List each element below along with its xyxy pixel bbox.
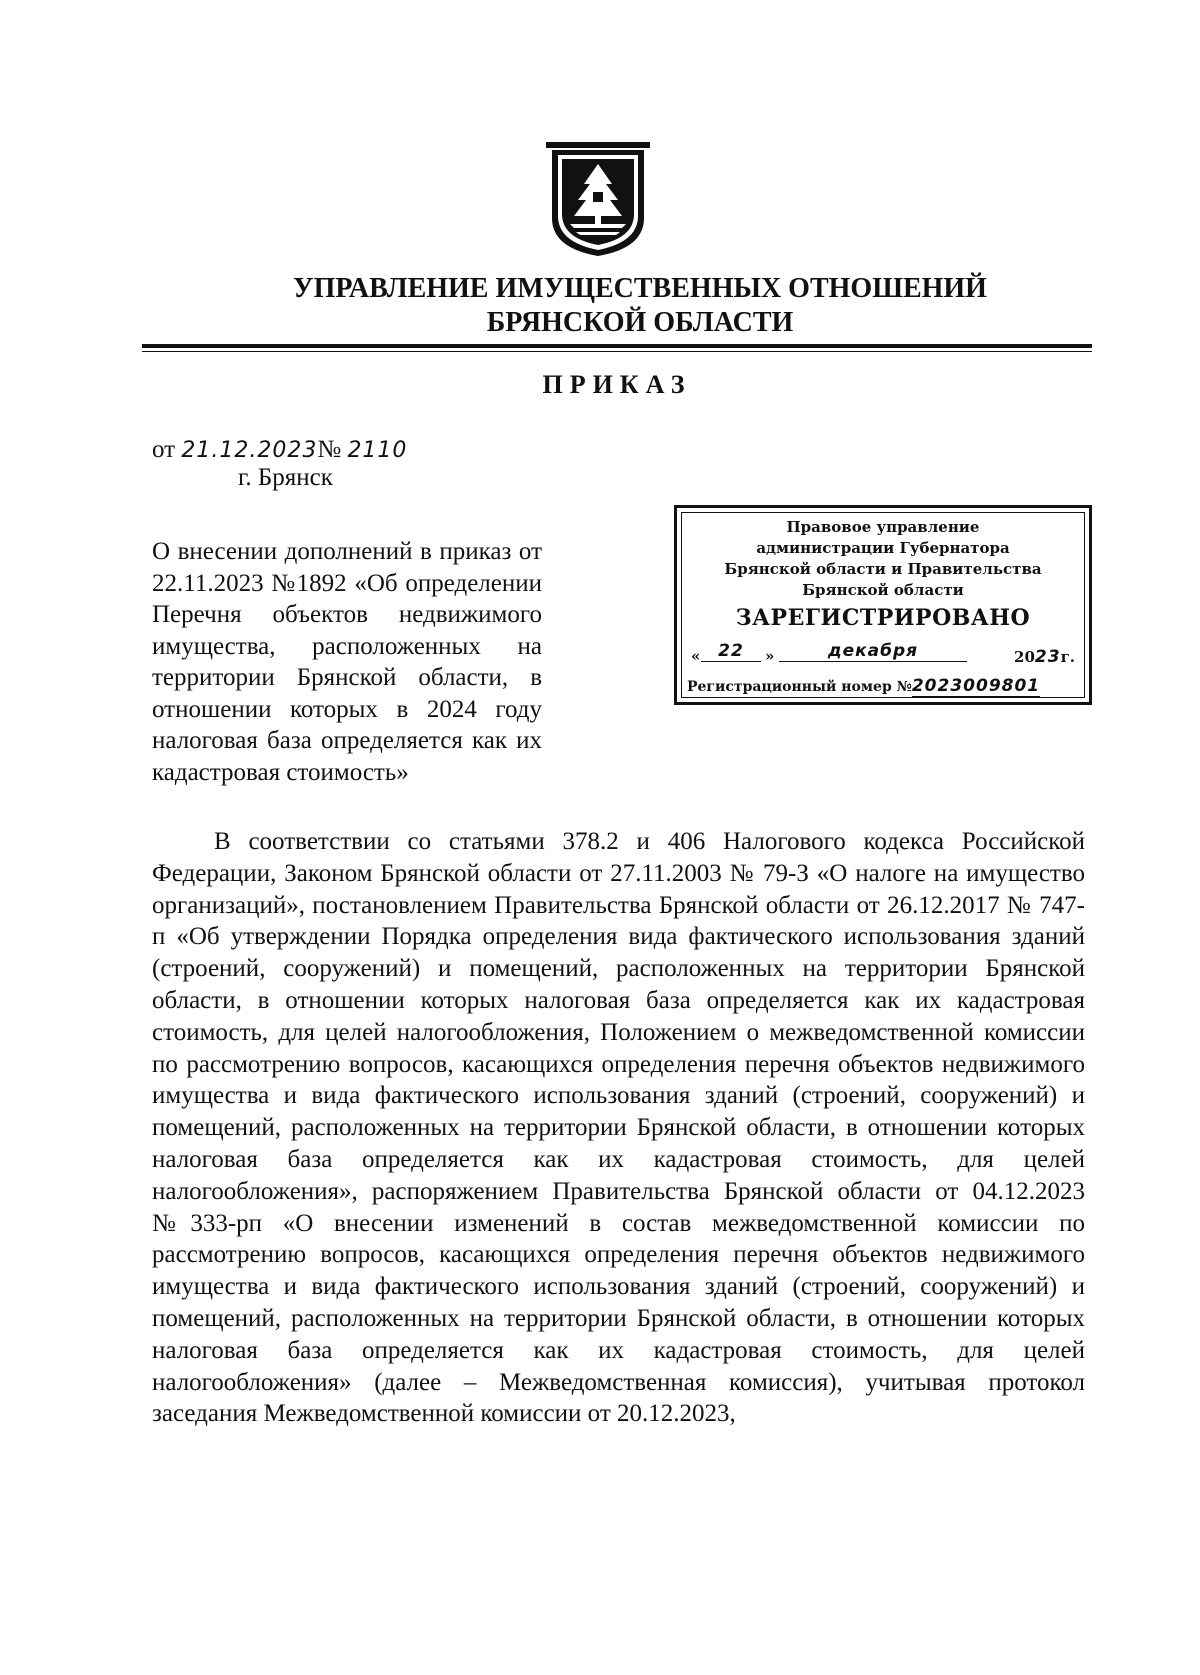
stamp-line1: Правовое управление: [786, 518, 980, 536]
order-subject: [152, 536, 542, 788]
order-subject-text: О внесении дополнений в приказ от 22.11.2023 №1892 «Об определении Перечня объектов недвижимого имущества, расположенных на территории Брянской области, в отношении которых в 2024 году налоговая база определяется как их: [152, 538, 542, 754]
handwritten-number: 2110: [347, 438, 408, 463]
organization-name-line1: УПРАВЛЕНИЕ ИМУЩЕСТВЕННЫХ ОТНОШЕНИЙ: [293, 273, 987, 304]
stamp-line2: администрации Губернатора: [756, 539, 1010, 557]
body-paragraph: В соответствии со статьями 378.2 и 406 Налогового кодекса Российской Федерации, Законом Брянской области от 27.11.2003 № 79-З «О налоге на имущество организаций», постановлением Правительства Брянской области от 26.12.2017 № 747-п «Об утверждении Порядка определения вида фактического использования зданий (строений, сооружений) и помещений, расположенных на территории Брянской области, в отношении которых налоговая база определяется как их кадастровая стоимость, для целей налогообложения, Положением о межведомственной комиссии по рассмотрению вопросов, касающихся определения перечня объектов недвижимого имущества и вида фактического использования зданий (строений, сооружений) и помещений, расположенных на территории Брянской области, в отношении которых налоговая база определяется как их кадастровая стоимость, для целей налогообложения», распоряжением Правительства Брянской области от 04.12.2023 №333-рп «О внесении изменений в состав межведомственной комиссии по рассмотрению вопросов, касающихся определения перечня объектов недвижимого имущества и вида фактического использования зданий (строений, сооружений) и помещений, расположенных на территории Брянской области, в отношении которых налоговая база определяется как их кадастровая стоимость, для целей налогообложения» (далее – Межведомственная комиссия), учитывая протокол заседания Межведомственной комиссии от 20.12.2023,: [152, 828, 1085, 1428]
stamp-year-prefix: 20: [1014, 648, 1035, 666]
stamp-inner-border: [681, 512, 1085, 698]
date-line: [152, 436, 407, 464]
stamp-handwritten-year: 23: [1034, 647, 1061, 667]
stamp-quote-open: «: [691, 647, 701, 665]
document-type: ПРИКАЗ: [542, 370, 692, 399]
stamp-handwritten-reg-number: 2023009801: [911, 676, 1041, 696]
stamp-year: [1014, 647, 1075, 667]
header-rule-thin: [142, 351, 1092, 352]
stamp-registration-label: Регистрационный номер №: [687, 679, 912, 695]
stamp-registration: [687, 676, 1079, 696]
stamp-year-suffix: г.: [1060, 648, 1075, 666]
stamp-handwritten-day: 22: [701, 641, 761, 662]
city: г. Брянск: [238, 464, 333, 491]
date-prefix: от: [152, 436, 176, 463]
organization-name-line2: БРЯНСКОЙ ОБЛАСТИ: [486, 307, 794, 338]
handwritten-date: 21.12.2023: [181, 438, 318, 463]
coat-of-arms-emblem: [544, 140, 652, 258]
stamp-date: [689, 641, 1077, 669]
order-subject-last-line: кадастровая стоимость»: [152, 758, 409, 786]
stamp-handwritten-month: декабря: [779, 641, 967, 662]
header-rule-thick: [142, 344, 1092, 348]
stamp-line3: Брянской области и Правительства: [724, 560, 1042, 578]
organization-name: [140, 272, 1140, 340]
registration-stamp: [674, 505, 1092, 705]
stamp-status: ЗАРЕГИСТРИРОВАНО: [735, 605, 1031, 631]
number-prefix: №: [317, 436, 342, 463]
stamp-quote-close: »: [765, 647, 775, 665]
stamp-line4: Брянской области: [802, 581, 964, 599]
